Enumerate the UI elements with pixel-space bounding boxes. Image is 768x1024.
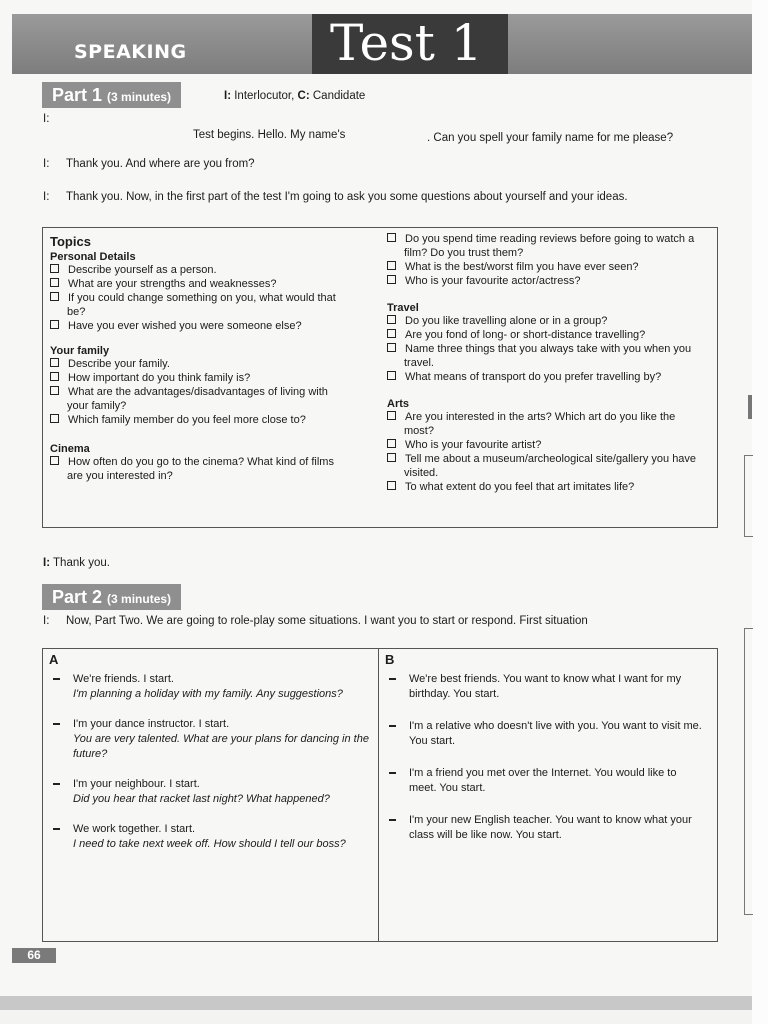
topics-left-column [50,234,340,483]
part1-duration: (3 minutes) [107,90,172,104]
topic-question: What are the advantages/disadvantages of living with your family? [50,385,340,413]
checkbox-icon [50,278,59,287]
part1-label [42,82,181,108]
checkbox-icon [50,386,59,395]
edge-box [744,455,753,537]
line-speaker: I: [43,158,50,170]
legend-i: I: [224,90,232,102]
part1-legend [224,89,365,103]
thanks-text: Thank you. [53,557,110,569]
topic-question: Name three things that you always take with you when you travel. [387,342,707,370]
facing-page-edge [752,0,768,1024]
topic-question: How often do you go to the cinema? What kind of films are you interested in? [50,455,340,483]
roleplay-item: We're best friends. You want to know what I want for my birthday. You start. [385,672,705,702]
bullet-dash-icon [53,783,60,785]
checkbox-icon [387,453,396,462]
topic-question: How important do you think family is? [50,371,340,385]
roleplay-item: I'm your dance instructor. I start. You are very talented. What are your plans for dancing in the future? [49,717,374,762]
bullet-dash-icon [389,725,396,727]
column-divider [378,649,379,941]
checkbox-icon [387,329,396,338]
roleplay-item: I'm a relative who doesn't live with you. You want to visit me. You start. [385,719,705,749]
roleplay-item: I'm a friend you met over the Internet. You would like to meet. You start. [385,766,705,796]
line-text: . Can you spell your family name for me please? [427,132,674,144]
line-speaker: I: [43,113,50,125]
checkbox-icon [50,292,59,301]
column-b [385,652,705,843]
legend-c-text: Candidate [312,90,366,102]
topics-box [42,227,718,528]
roleplay-item: We work together. I start. I need to take next week off. How should I tell our boss? [49,822,374,852]
topic-question: What means of transport do you prefer travelling by? [387,370,707,384]
part2-duration: (3 minutes) [107,592,172,606]
bullet-dash-icon [389,678,396,680]
thanks-line [43,556,110,570]
part2-speaker: I: [43,615,50,627]
roleplay-item: I'm your neighbour. I start. Did you hear that racket last night? What happened? [49,777,374,807]
column-b-heading: B [385,652,395,667]
line-text: Test begins. Hello. My name's [193,129,346,141]
checkbox-icon [50,358,59,367]
bullet-dash-icon [53,723,60,725]
line-text: Thank you. Now, in the first part of the test I'm going to ask you some questions about yourself and your ideas. [66,191,628,203]
thanks-speaker: I: [43,557,51,569]
bottom-strip [0,996,768,1010]
topics-right-column [387,232,707,494]
topic-question: Are you interested in the arts? Which art do you like the most? [387,410,707,438]
topics-title: Topics [50,234,91,249]
checkbox-icon [387,315,396,324]
topic-question: Tell me about a museum/archeological site/gallery you have visited. [387,452,707,480]
part2-label [42,584,181,610]
checkbox-icon [387,411,396,420]
test-title: Test 1 [330,14,483,72]
checkbox-icon [387,439,396,448]
roleplay-box [42,648,718,942]
checkbox-icon [387,343,396,352]
topic-heading: Travel [387,302,419,314]
topic-question: Which family member do you feel more close to? [50,413,340,427]
legend-c: C: [297,90,310,102]
topic-heading: Your family [50,345,110,357]
topic-heading: Personal Details [50,251,136,263]
checkbox-icon [387,261,396,270]
line-text: Thank you. And where are you from? [66,158,255,170]
checkbox-icon [50,372,59,381]
column-a-heading: A [49,652,59,667]
checkbox-icon [387,233,396,242]
checkbox-icon [50,414,59,423]
bullet-dash-icon [389,819,396,821]
checkbox-icon [387,371,396,380]
column-a [49,652,374,852]
section-title: SPEAKING [74,41,187,63]
checkbox-icon [50,264,59,273]
topic-heading: Cinema [50,443,90,455]
topic-heading: Arts [387,398,410,410]
topic-question: To what extent do you feel that art imitates life? [387,480,707,494]
part1-name: Part 1 [52,85,103,105]
part2-name: Part 2 [52,587,103,607]
checkbox-icon [50,320,59,329]
topic-question: Describe yourself as a person. [50,263,340,277]
roleplay-item: I'm your new English teacher. You want to know what your class will be like now. You start. [385,813,705,843]
edge-tab [748,395,752,419]
line-speaker: I: [43,191,50,203]
topic-question: Do you spend time reading reviews before going to watch a film? Do you trust them? [387,232,707,260]
checkbox-icon [387,481,396,490]
bullet-dash-icon [53,828,60,830]
bullet-dash-icon [389,772,396,774]
checkbox-icon [50,456,59,465]
topic-question: What is the best/worst film you have ever seen? [387,260,707,274]
topic-question: Who is your favourite actor/actress? [387,274,707,288]
legend-i-text: Interlocutor, [234,90,295,102]
topic-question: If you could change something on you, what would that be? [50,291,340,319]
topic-question: Describe your family. [50,357,340,371]
topic-question: What are your strengths and weaknesses? [50,277,340,291]
edge-box [744,628,753,915]
roleplay-item: We're friends. I start. I'm planning a holiday with my family. Any suggestions? [49,672,374,702]
topic-question: Are you fond of long- or short-distance travelling? [387,328,707,342]
topic-question: Do you like travelling alone or in a group? [387,314,707,328]
part2-intro: Now, Part Two. We are going to role-play some situations. I want you to start or respond. First situation [66,615,588,627]
checkbox-icon [387,275,396,284]
topic-question: Have you ever wished you were someone else? [50,319,340,333]
page-number: 66 [12,948,56,963]
bullet-dash-icon [53,678,60,680]
topic-question: Who is your favourite artist? [387,438,707,452]
